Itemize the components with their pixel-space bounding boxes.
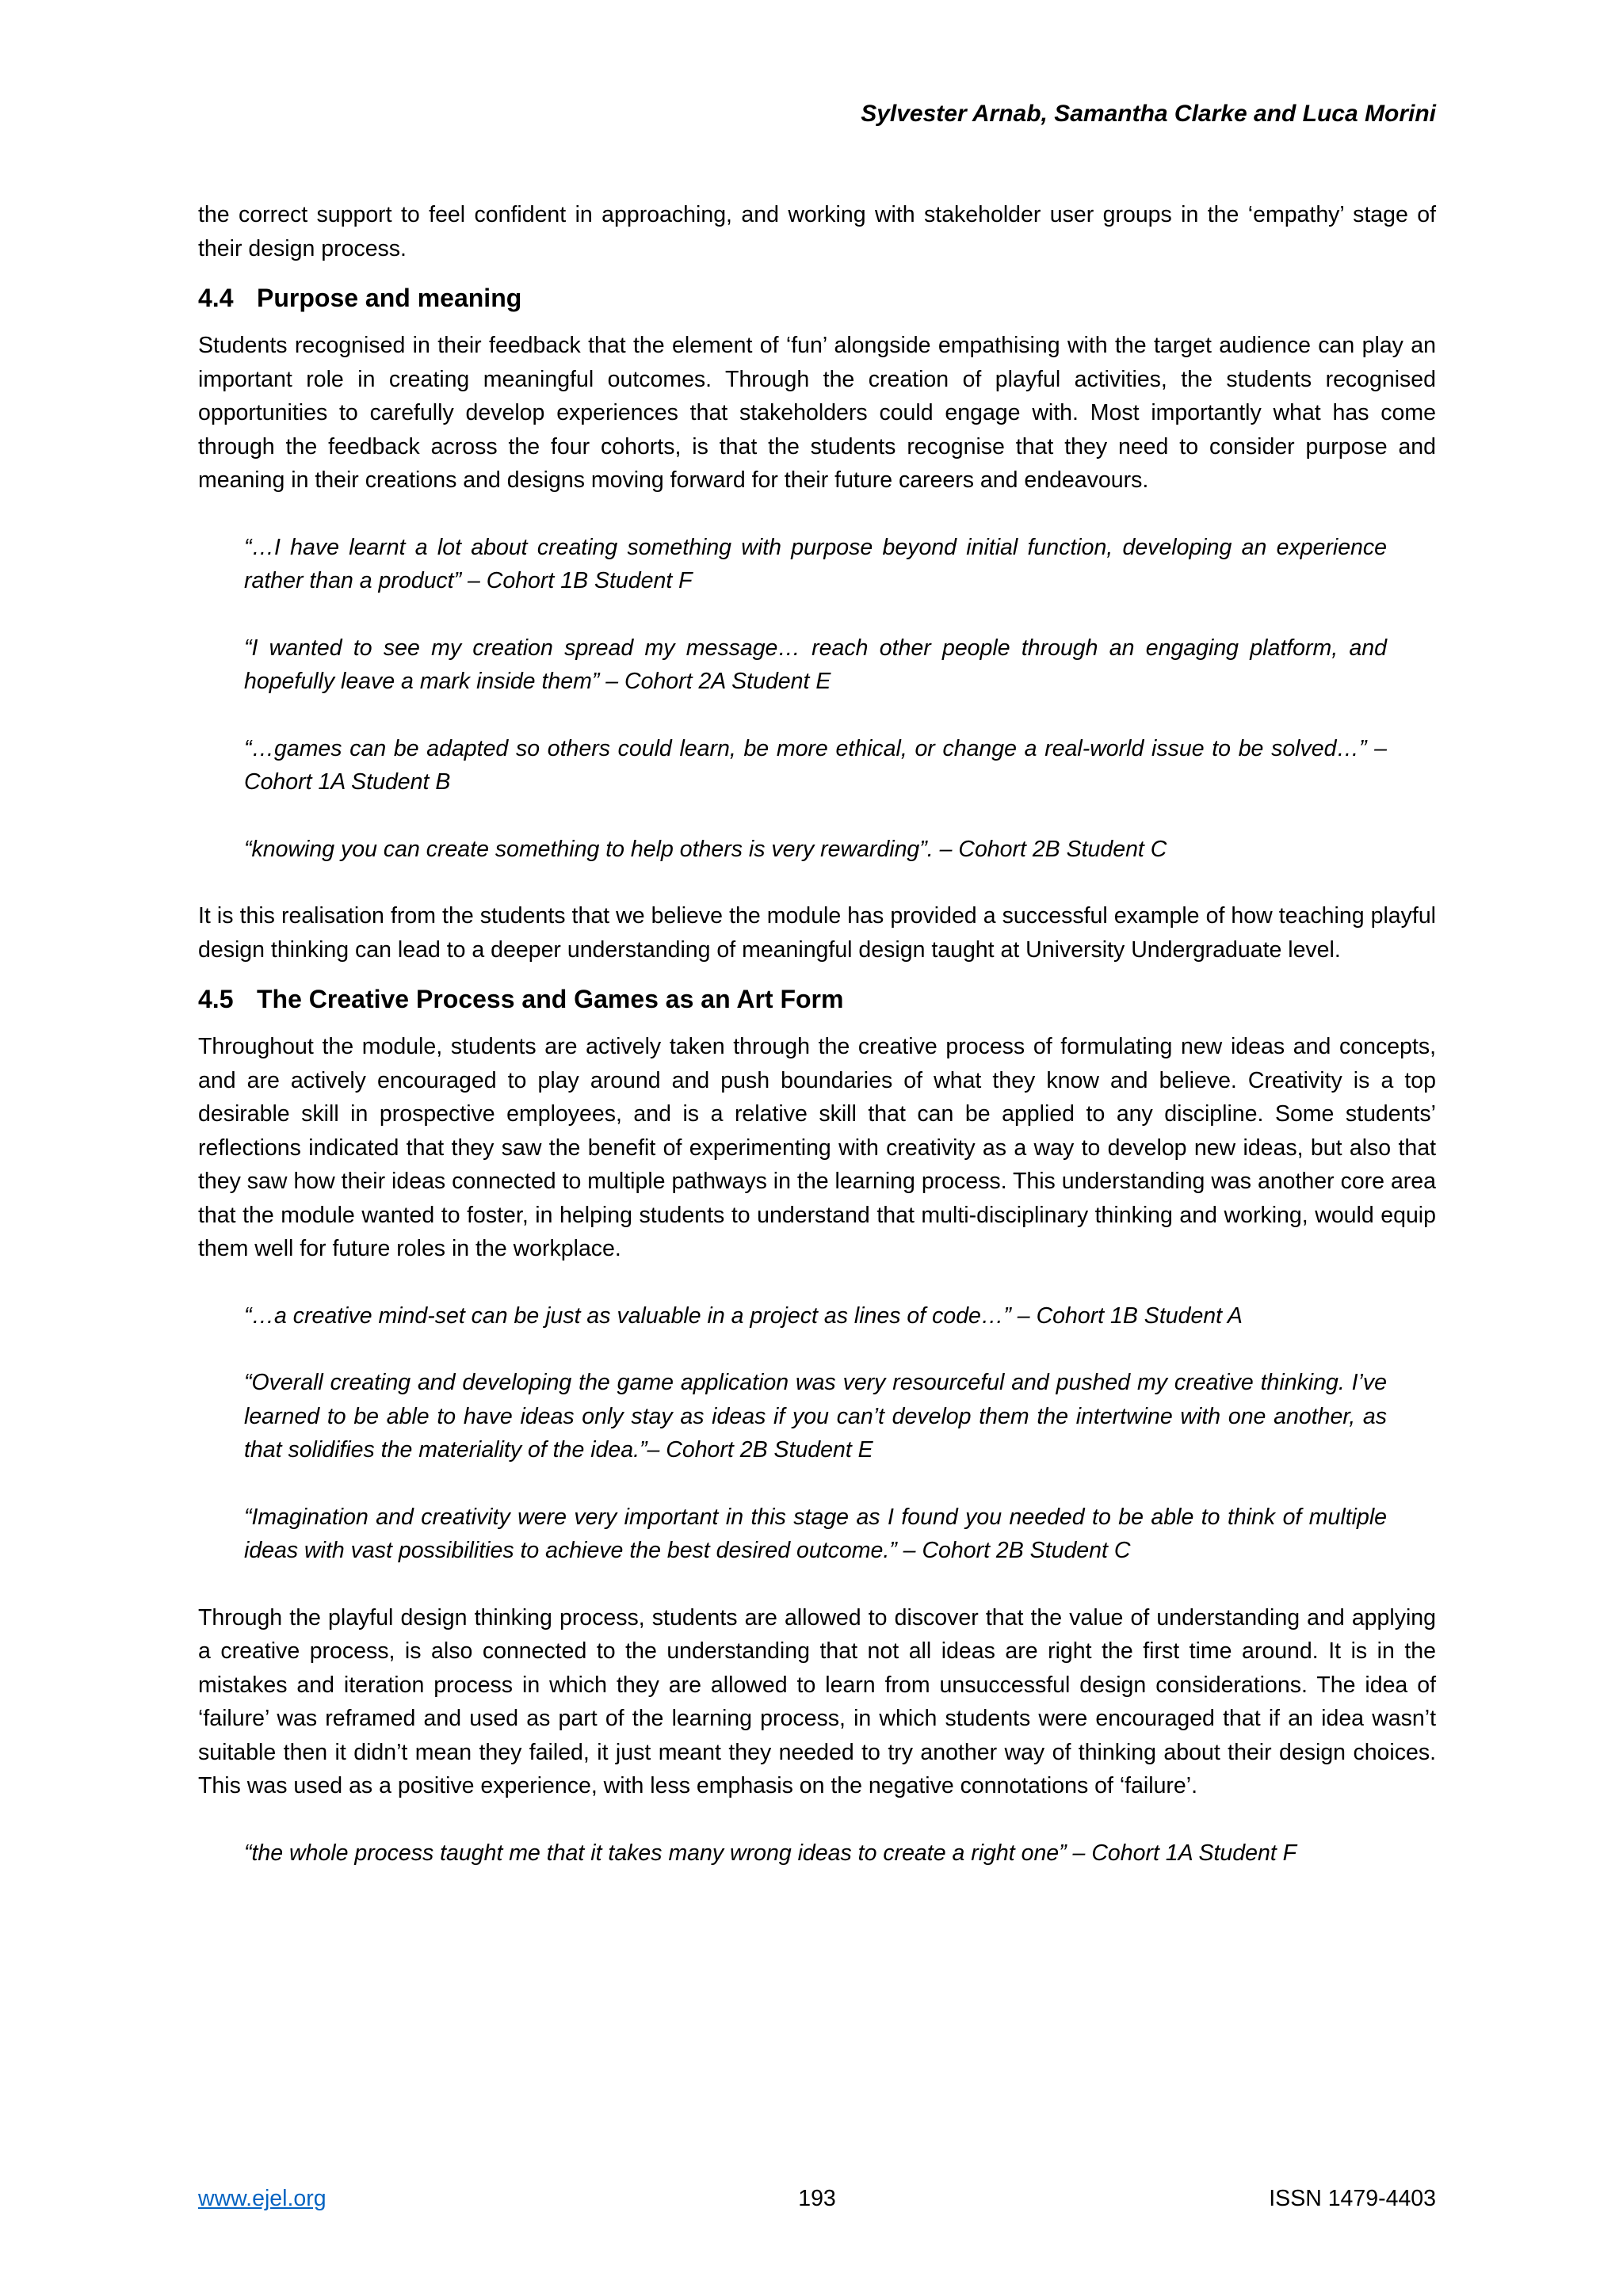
article-body (198, 198, 1436, 1903)
student-quote: “knowing you can create something to help others is very rewarding”. – Cohort 2B Student C (244, 836, 1167, 862)
paragraph: the correct support to feel confident in approaching, and working with stakeholder user groups in the ‘empathy’ stage of their design process. (198, 202, 1436, 261)
paragraph: Through the playful design thinking process, students are allowed to discover that the value of understanding and applying a creative process, is also connected to the understanding that not all ideas are right the first time around. It is in the mistakes and iteration process in which they are allowed to learn from unsuccessful design considerations. The idea of ‘failure’ was reframed and used as part of the learning process, in which students were encouraged that if an idea wasn’t suitable then it didn’t mean they failed, it just meant they needed to try another way of thinking about their design choices. This was used as a positive experience, with less emphasis on the negative connotations of ‘failure’. (198, 1604, 1436, 1798)
student-quote: “the whole process taught me that it takes many wrong ideas to create a right one” – Cohort 1A Student F (244, 1840, 1297, 1866)
student-quote: “…I have learnt a lot about creating something with purpose beyond initial function, developing an experience rather than a product” – Cohort 1B Student F (244, 534, 1387, 593)
student-quote: “I wanted to see my creation spread my message… reach other people through an engaging platform, and hopefully leave a mark inside them” – Cohort 2A Student E (244, 635, 1387, 694)
section-heading-4-5 (198, 982, 1436, 1016)
student-quote: “Overall creating and developing the game application was very resourceful and pushed my creative thinking. I’ve learned to be able to have ideas only stay as ideas if you can’t develop them the intertwine with one another, as that solidifies the materiality of the idea.”– Cohort 2B Student E (244, 1370, 1387, 1463)
paragraph: It is this realisation from the students that we believe the module has provided a successful example of how teaching playful design thinking can lead to a deeper understanding of meaningful design taught at University Undergraduate level. (198, 903, 1436, 963)
journal-website-link[interactable]: www.ejel.org (198, 2186, 327, 2211)
section-number: 4.4 (198, 284, 234, 312)
page-footer (198, 2181, 1436, 2216)
section-number: 4.5 (198, 985, 234, 1013)
section-title: The Creative Process and Games as an Art Form (257, 985, 844, 1013)
running-head-authors: Sylvester Arnab, Samantha Clarke and Luca Morini (861, 101, 1436, 127)
issn-label: ISSN 1479-4403 (1269, 2186, 1436, 2211)
page-number: 193 (798, 2186, 836, 2211)
section-title: Purpose and meaning (257, 284, 522, 312)
student-quote: “…games can be adapted so others could learn, be more ethical, or change a real-world issue to be solved…” – Cohort 1A Student B (244, 735, 1387, 795)
student-quote: “…a creative mind-set can be just as valuable in a project as lines of code…” – Cohort 1B Student A (244, 1302, 1243, 1329)
paragraph: Throughout the module, students are actively taken through the creative process of formulating new ideas and concepts, and are actively encouraged to play around and push boundaries of what they know and believe. Creativity is a top desirable skill in prospective employees, and is a relative skill that can be applied to any discipline. Some students’ reflections indicated that they saw the benefit of experimenting with creativity as a way to develop new ideas, but also that they saw how their ideas connected to multiple pathways in the learning process. This understanding was another core area that the module wanted to foster, in helping students to understand that multi-disciplinary thinking and working, would equip them well for future roles in the workplace. (198, 1034, 1436, 1261)
section-heading-4-4 (198, 281, 1436, 315)
paragraph: Students recognised in their feedback that the element of ‘fun’ alongside empathising with the target audience can play an important role in creating meaningful outcomes. Through the creation of playful activities, the students recognised opportunities to carefully develop experiences that stakeholders could engage with. Most importantly what has come through the feedback across the four cohorts, is that the students recognise that they need to consider purpose and meaning in their creations and designs moving forward for their future careers and endeavours. (198, 333, 1436, 493)
page (198, 0, 1436, 2296)
student-quote: “Imagination and creativity were very important in this stage as I found you needed to be able to think of multiple ideas with vast possibilities to achieve the best desired outcome.” – Cohort 2B Student C (244, 1504, 1387, 1563)
